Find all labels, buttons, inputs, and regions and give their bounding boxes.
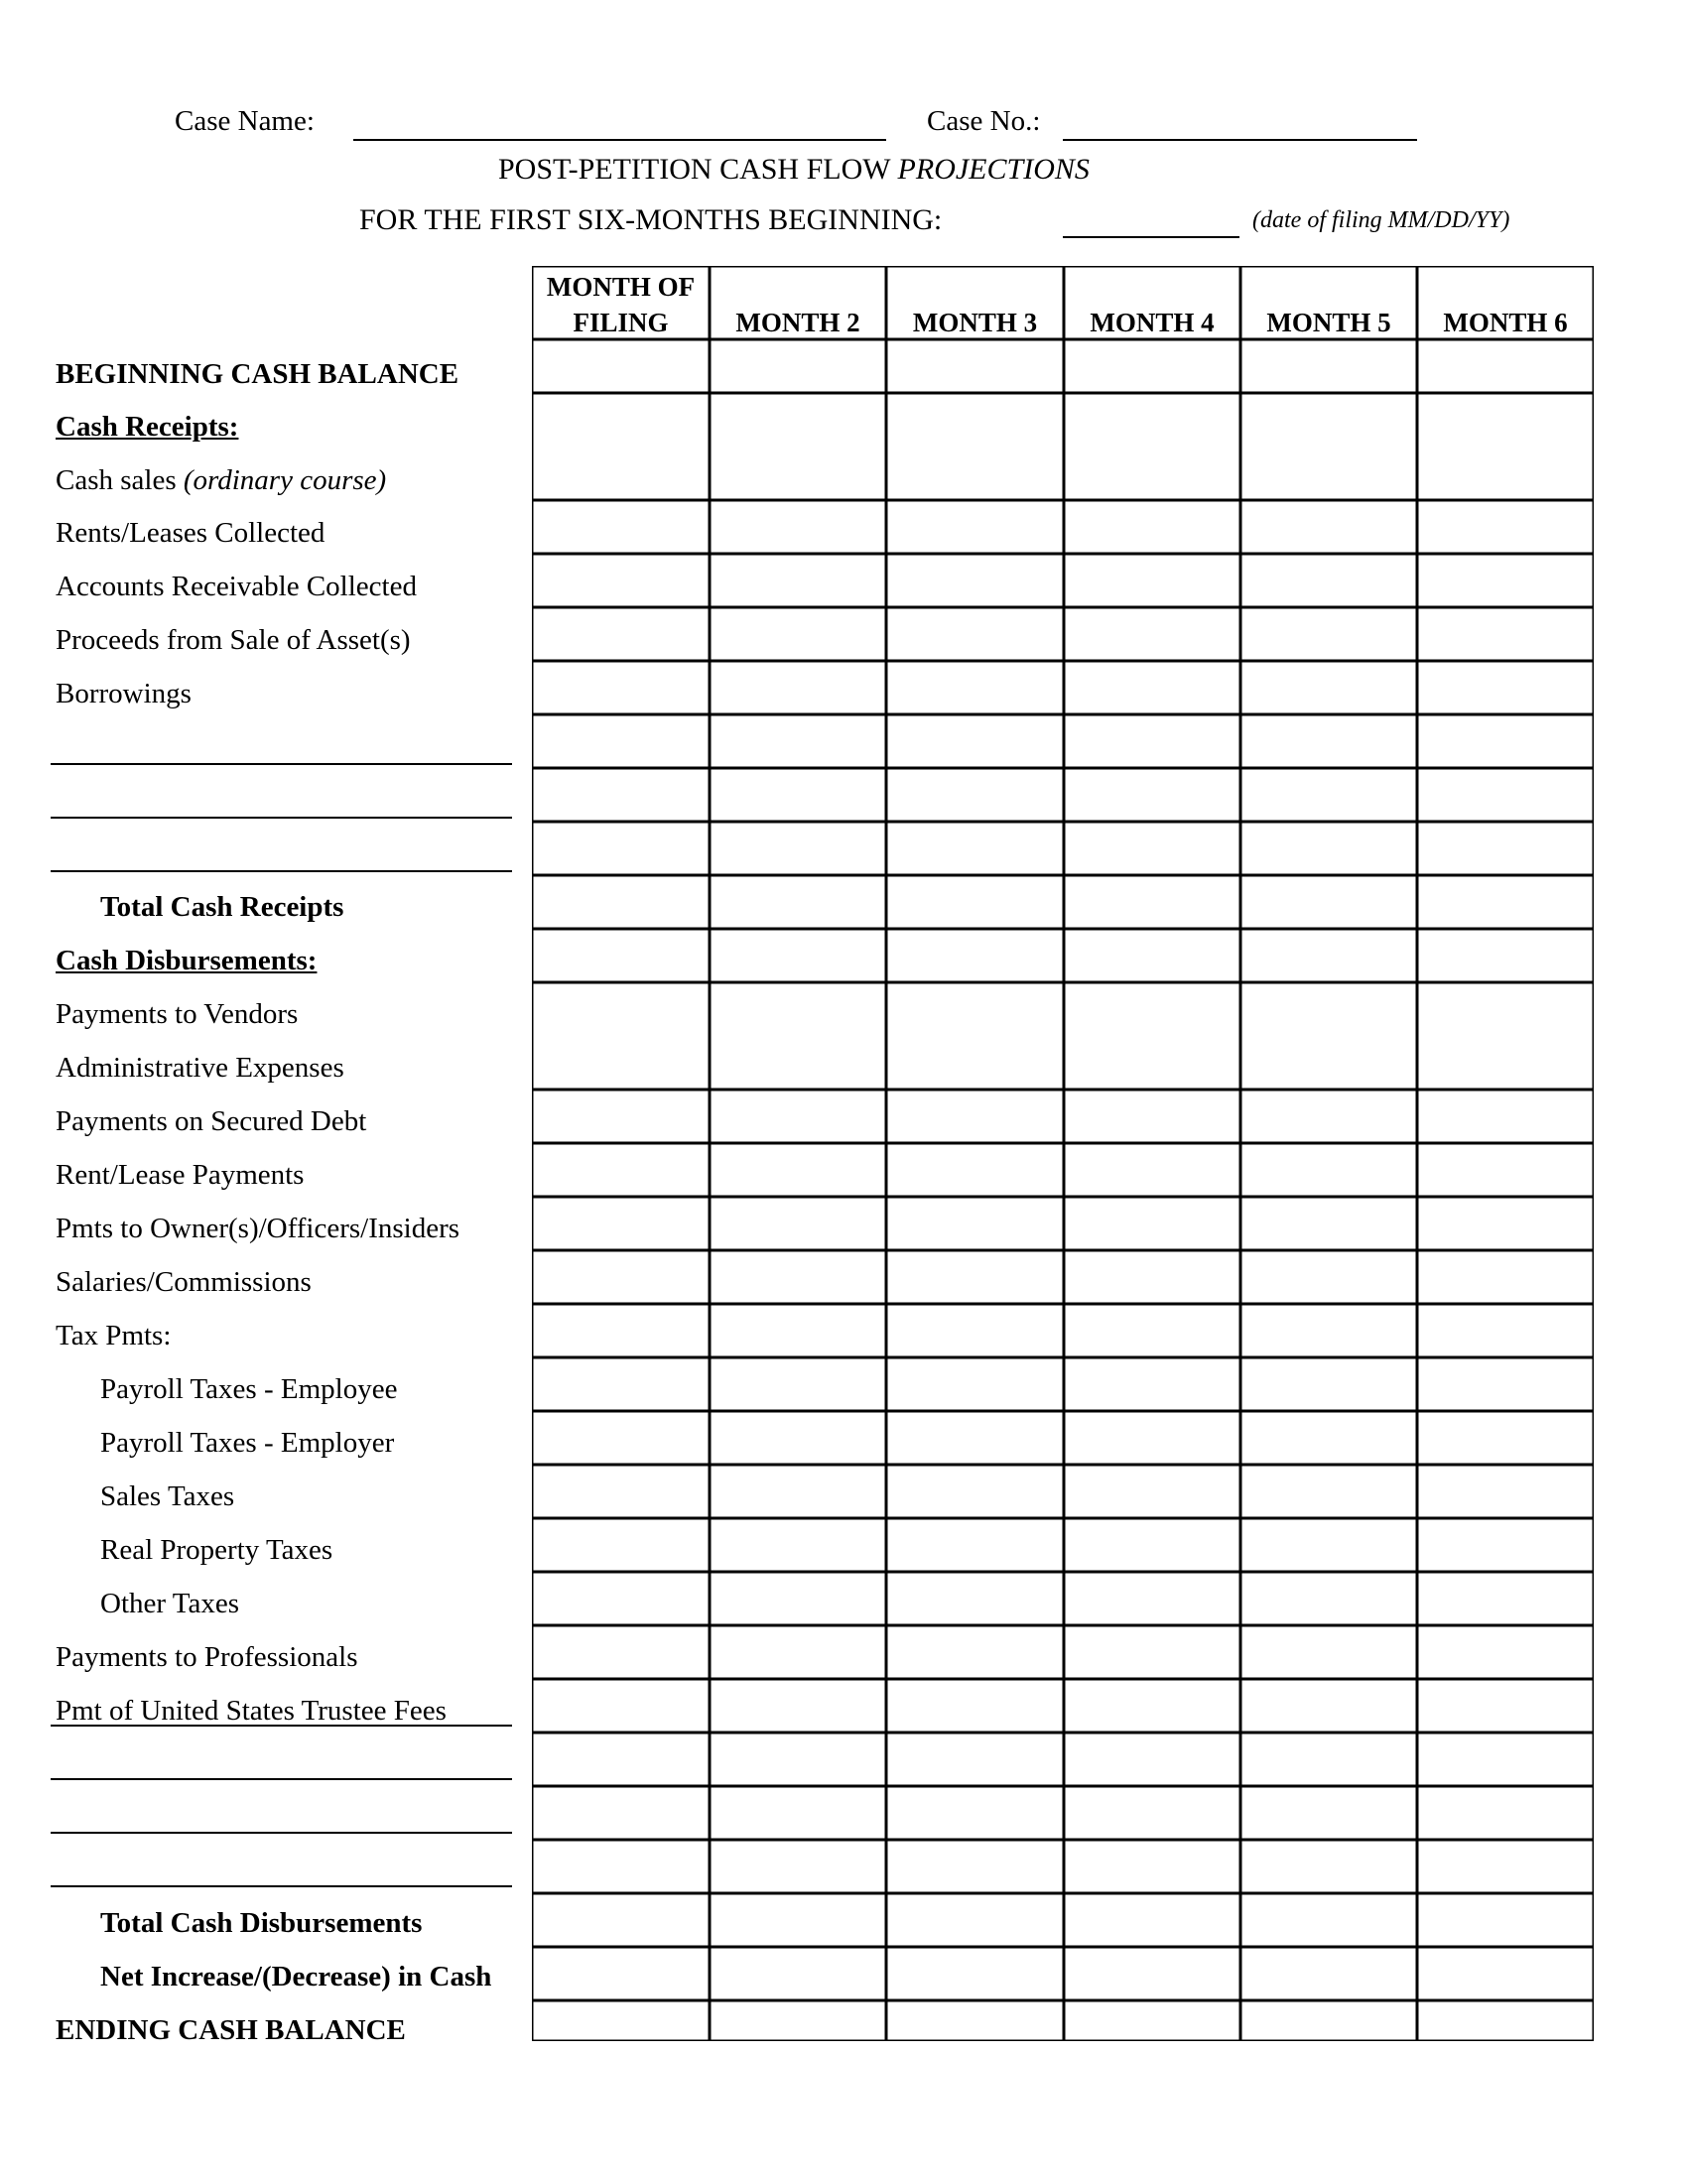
row-beginning-cash-balance: BEGINNING CASH BALANCE	[56, 358, 459, 390]
blank-disbursement-line-3[interactable]	[51, 1832, 512, 1834]
row-sales-taxes: Sales Taxes	[100, 1480, 235, 1512]
cash-sales-label: Cash sales	[56, 464, 177, 496]
row-pmts-owners: Pmts to Owner(s)/Officers/Insiders	[56, 1213, 460, 1244]
row-accounts-receivable: Accounts Receivable Collected	[56, 571, 417, 602]
row-other-taxes: Other Taxes	[100, 1588, 239, 1619]
blank-receipt-line-1[interactable]	[51, 763, 512, 765]
row-rent-lease-payments: Rent/Lease Payments	[56, 1159, 305, 1191]
projection-grid[interactable]	[532, 266, 1594, 2041]
row-payments-to-vendors: Payments to Vendors	[56, 998, 299, 1030]
column-header-line2: MONTH 5	[1266, 308, 1391, 337]
section-cash-receipts: Cash Receipts:	[56, 411, 239, 443]
case-name-label: Case Name:	[175, 105, 315, 137]
row-us-trustee-fees: Pmt of United States Trustee Fees	[56, 1695, 447, 1727]
column-header-line2: MONTH 2	[735, 308, 860, 337]
blank-receipt-line-3[interactable]	[51, 870, 512, 872]
column-header-line2: FILING	[573, 308, 669, 337]
date-format-note: (date of filing MM/DD/YY)	[1252, 207, 1510, 233]
page-subtitle: FOR THE FIRST SIX-MONTHS BEGINNING:	[359, 203, 943, 236]
row-borrowings: Borrowings	[56, 678, 192, 709]
cash-sales-note: (ordinary course)	[183, 464, 387, 496]
row-rents-leases-collected: Rents/Leases Collected	[56, 517, 325, 549]
row-payments-secured-debt: Payments on Secured Debt	[56, 1105, 367, 1137]
title-prefix: POST-PETITION CASH FLOW	[498, 153, 891, 186]
column-header-line2: MONTH 6	[1443, 308, 1568, 337]
title-italic: PROJECTIONS	[897, 153, 1090, 186]
row-payroll-taxes-employee: Payroll Taxes - Employee	[100, 1373, 398, 1405]
column-header-line1: MONTH OF	[546, 272, 696, 302]
page-title	[498, 155, 1090, 185]
row-total-cash-disbursements: Total Cash Disbursements	[100, 1907, 423, 1939]
blank-disbursement-line-1[interactable]	[51, 1725, 512, 1727]
row-administrative-expenses: Administrative Expenses	[56, 1052, 344, 1084]
row-payroll-taxes-employer: Payroll Taxes - Employer	[100, 1427, 395, 1459]
row-tax-pmts: Tax Pmts:	[56, 1320, 172, 1351]
section-cash-disbursements: Cash Disbursements:	[56, 945, 318, 976]
blank-disbursement-line-2[interactable]	[51, 1778, 512, 1780]
row-salaries-commissions: Salaries/Commissions	[56, 1266, 312, 1298]
filing-date-field[interactable]	[1063, 236, 1239, 238]
case-name-field[interactable]	[353, 139, 886, 141]
column-header-line2: MONTH 4	[1090, 308, 1215, 337]
row-ending-cash-balance: ENDING CASH BALANCE	[56, 2014, 406, 2046]
row-net-increase: Net Increase/(Decrease) in Cash	[100, 1961, 492, 1992]
case-no-field[interactable]	[1063, 139, 1417, 141]
row-cash-sales	[56, 466, 386, 495]
row-payments-professionals: Payments to Professionals	[56, 1641, 358, 1673]
blank-receipt-line-2[interactable]	[51, 817, 512, 819]
case-no-label: Case No.:	[927, 105, 1041, 137]
column-header-line2: MONTH 3	[912, 308, 1038, 337]
row-proceeds-sale-assets: Proceeds from Sale of Asset(s)	[56, 624, 411, 656]
row-real-property-taxes: Real Property Taxes	[100, 1534, 333, 1566]
row-total-cash-receipts: Total Cash Receipts	[100, 891, 344, 923]
blank-disbursement-line-4[interactable]	[51, 1885, 512, 1887]
